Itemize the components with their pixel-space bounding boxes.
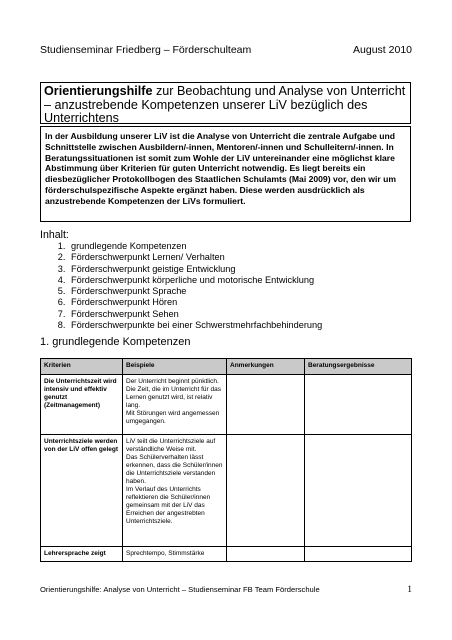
contents-label: Inhalt: [40, 229, 69, 241]
examples-cell: LiV teilt die Unterrichtsziele auf verständliche Weise mit. Das Schülerverhalten lässt erkennen, dass die Schüler/innen die Unterrichtsziele verstanden haben. Im Verlauf des Unterrichts reflektieren die Schüler/innen gemeinsam mit der LiV das Erreichen der angestrebten Unterrichtsziele. [123, 435, 227, 547]
list-item: 3. Förderschwerpunkt geistige Entwicklung [68, 264, 428, 275]
criterion-cell: Lehrersprache zeigt [41, 547, 123, 562]
list-item: 5. Förderschwerpunkt Sprache [68, 286, 428, 297]
notes-cell [227, 375, 305, 435]
criterion-cell: Die Unterrichtszeit wird intensiv und effektiv genutzt (Zeitmanagement) [41, 375, 123, 435]
criteria-table [40, 358, 412, 562]
column-header-anmerkungen: Anmerkungen [227, 359, 305, 375]
contents-list [40, 241, 428, 331]
counselling-result-cell [305, 435, 412, 547]
list-item: 4. Förderschwerpunkt körperliche und motorische Entwicklung [68, 275, 428, 286]
table-row [41, 375, 412, 435]
list-item: 2. Förderschwerpunkt Lernen/ Verhalten [68, 252, 428, 263]
list-item: 7. Förderschwerpunkt Sehen [68, 309, 428, 320]
counselling-result-cell [305, 375, 412, 435]
footer-text: Orientierungshilfe: Analyse von Unterricht – Studienseminar FB Team Förderschule [40, 585, 320, 594]
page-number: 1 [407, 585, 412, 595]
page-header [40, 44, 412, 56]
examples-cell: Der Unterricht beginnt pünktlich. Die Zeit, die im Unterricht für das Lernen genutzt wird, ist relativ lang. Mit Störungen wird angemessen umgegangen. [123, 375, 227, 435]
counselling-result-cell [305, 547, 412, 562]
section-heading: 1. grundlegende Kompetenzen [40, 336, 191, 348]
document-title [40, 82, 411, 124]
criterion-cell: Unterrichtsziele werden von der LiV offen gelegt [41, 435, 123, 547]
column-header-kriterien: Kriterien [41, 359, 123, 375]
table-row [41, 435, 412, 547]
list-item: 6. Förderschwerpunkt Hören [68, 297, 428, 308]
list-item: 8. Förderschwerpunkte bei einer Schwerstmehrfachbehinderung [68, 320, 428, 331]
page-footer [40, 585, 412, 595]
list-item: 1. grundlegende Kompetenzen [68, 241, 428, 252]
intro-paragraph: In der Ausbildung unserer LiV ist die Analyse von Unterricht die zentrale Aufgabe und Schnittstelle zwischen Ausbildern/-innen, Mentoren/-innen und Schulleitern/-innen. In Beratungssituationen ist somit zum Wohle der LiV untereinander eine möglichst klare Abstimmung über Kriterien für guten Unterricht notwendig. Es liegt bereits ein diesbezüglicher Protokollbogen des Staatlichen Schulamts (Mai 2009) vor, den wir um förderschulspezifische Aspekte ergänzt haben. Diese werden ausdrücklich als anzustrebende Kompetenzen der LiVs formuliert. [40, 126, 411, 222]
header-left: Studienseminar Friedberg – Förderschulteam [40, 44, 252, 56]
table-row [41, 547, 412, 562]
table-header-row [41, 359, 412, 375]
notes-cell [227, 547, 305, 562]
column-header-beratungsergebnisse: Beratungsergebnisse [305, 359, 412, 375]
notes-cell [227, 435, 305, 547]
header-date: August 2010 [353, 44, 412, 56]
title-bold: Orientierungshilfe [44, 84, 153, 98]
title-rest: zur Beobachtung und Analyse von Unterricht – anzustrebende Kompetenzen unserer LiV bezüglich des Unterrichtens [44, 84, 406, 125]
examples-cell: Sprechtempo, Stimmstärke [123, 547, 227, 562]
column-header-beispiele: Beispiele [123, 359, 227, 375]
